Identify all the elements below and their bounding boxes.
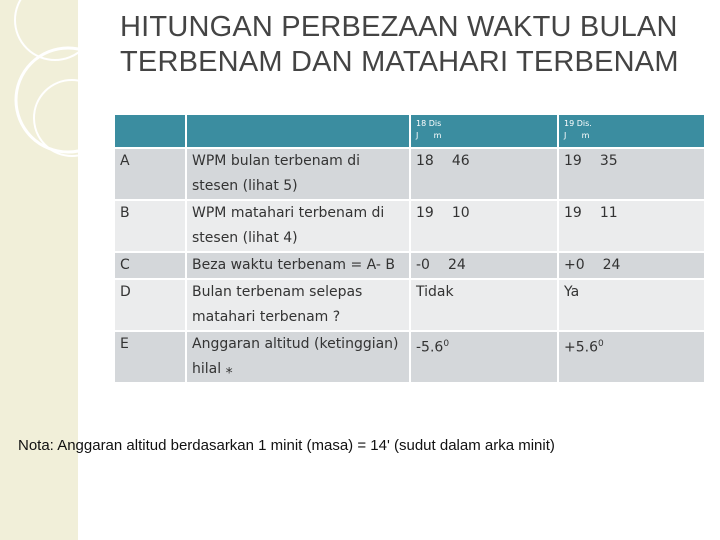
- decorative-circles: [0, 0, 78, 540]
- row-id: E: [114, 331, 186, 383]
- table-row: [114, 252, 705, 279]
- page-title: HITUNGAN PERBEZAAN WAKTU BULAN TERBENAM DAN MATAHARI TERBENAM: [120, 11, 679, 78]
- row-value-18dis: 18 46: [410, 148, 558, 200]
- header-cell-id: [114, 114, 186, 148]
- row-desc: Bulan terbenam selepas matahari terbenam ?: [186, 279, 410, 331]
- table-row: [114, 331, 705, 383]
- row-value-19dis: +0 24: [558, 252, 705, 279]
- row-value-18dis: -0 24: [410, 252, 558, 279]
- row-value-19dis: $+5.6^0$: [558, 331, 705, 383]
- row-value-18dis: 19 10: [410, 200, 558, 252]
- decorative-sidebar: [0, 0, 78, 540]
- table-row: [114, 148, 705, 200]
- table-row: [114, 200, 705, 252]
- table-header: [114, 114, 705, 148]
- row-desc: Anggaran altitud (ketinggian) hilal ⁎: [186, 331, 410, 383]
- row-id: A: [114, 148, 186, 200]
- row-id: C: [114, 252, 186, 279]
- row-id: D: [114, 279, 186, 331]
- table-row: [114, 279, 705, 331]
- footnote: Nota: Anggaran altitud berdasarkan 1 minit (masa) = 14' (sudut dalam arka minit): [18, 437, 555, 454]
- data-table: [113, 113, 706, 384]
- header-cell-19dis: 19 Dis. J m: [558, 114, 705, 148]
- row-desc: WPM matahari terbenam di stesen (lihat 4): [186, 200, 410, 252]
- row-desc: WPM bulan terbenam di stesen (lihat 5): [186, 148, 410, 200]
- row-value-19dis: 19 35: [558, 148, 705, 200]
- header-cell-18dis: 18 Dis J m: [410, 114, 558, 148]
- row-desc: Beza waktu terbenam = A- B: [186, 252, 410, 279]
- row-value-18dis: Tidak: [410, 279, 558, 331]
- row-id: B: [114, 200, 186, 252]
- header-cell-desc: [186, 114, 410, 148]
- row-value-18dis: $-5.6^0$: [410, 331, 558, 383]
- row-value-19dis: 19 11: [558, 200, 705, 252]
- row-value-19dis: Ya: [558, 279, 705, 331]
